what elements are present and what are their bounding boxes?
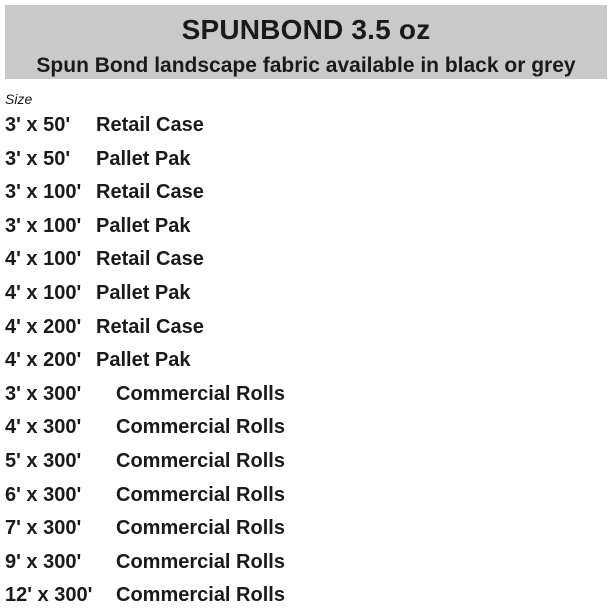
product-row bbox=[5, 279, 605, 313]
product-size: 4' x 100' bbox=[5, 248, 82, 271]
product-row bbox=[5, 145, 605, 179]
product-row bbox=[5, 481, 605, 515]
header-banner bbox=[5, 5, 607, 79]
product-description: Retail Case bbox=[96, 181, 204, 204]
product-size: 3' x 100' bbox=[5, 181, 82, 204]
product-description: Pallet Pak bbox=[96, 214, 191, 237]
product-size: 6' x 300' bbox=[5, 483, 82, 506]
product-row bbox=[5, 581, 605, 615]
product-row bbox=[5, 346, 605, 380]
product-size: 3' x 100' bbox=[5, 214, 82, 237]
product-row bbox=[5, 380, 605, 414]
product-row bbox=[5, 313, 605, 347]
product-description: Retail Case bbox=[96, 315, 204, 338]
product-description: Pallet Pak bbox=[96, 349, 191, 372]
page-title: SPUNBOND 3.5 oz bbox=[181, 14, 431, 45]
product-row bbox=[5, 178, 605, 212]
product-size: 4' x 100' bbox=[5, 281, 82, 304]
product-size: 3' x 300' bbox=[5, 382, 82, 405]
product-row bbox=[5, 514, 605, 548]
product-row bbox=[5, 548, 605, 582]
product-size: 5' x 300' bbox=[5, 449, 82, 472]
product-description: Pallet Pak bbox=[96, 281, 191, 304]
product-list bbox=[5, 111, 605, 615]
product-row bbox=[5, 413, 605, 447]
product-size: 4' x 300' bbox=[5, 416, 82, 439]
product-row bbox=[5, 245, 605, 279]
product-size: 7' x 300' bbox=[5, 517, 82, 540]
product-size: 4' x 200' bbox=[5, 349, 82, 372]
product-description: Commercial Rolls bbox=[116, 382, 285, 405]
product-description: Pallet Pak bbox=[96, 147, 191, 170]
page-subtitle: Spun Bond landscape fabric available in black or grey bbox=[36, 54, 576, 77]
product-description: Retail Case bbox=[96, 248, 204, 271]
product-size: 9' x 300' bbox=[5, 550, 82, 573]
product-description: Commercial Rolls bbox=[116, 449, 285, 472]
product-description: Commercial Rolls bbox=[116, 483, 285, 506]
product-size: 3' x 50' bbox=[5, 147, 71, 170]
product-description: Commercial Rolls bbox=[116, 550, 285, 573]
product-size: 3' x 50' bbox=[5, 114, 71, 136]
product-description: Commercial Rolls bbox=[116, 517, 285, 540]
product-description: Commercial Rolls bbox=[116, 584, 285, 607]
product-description: Retail Case bbox=[96, 114, 204, 136]
product-description: Commercial Rolls bbox=[116, 416, 285, 439]
product-size: 4' x 200' bbox=[5, 315, 82, 338]
product-row bbox=[5, 447, 605, 481]
product-row bbox=[5, 111, 605, 145]
product-row bbox=[5, 212, 605, 246]
size-column-label: Size bbox=[5, 91, 33, 107]
product-size: 12' x 300' bbox=[5, 584, 93, 607]
